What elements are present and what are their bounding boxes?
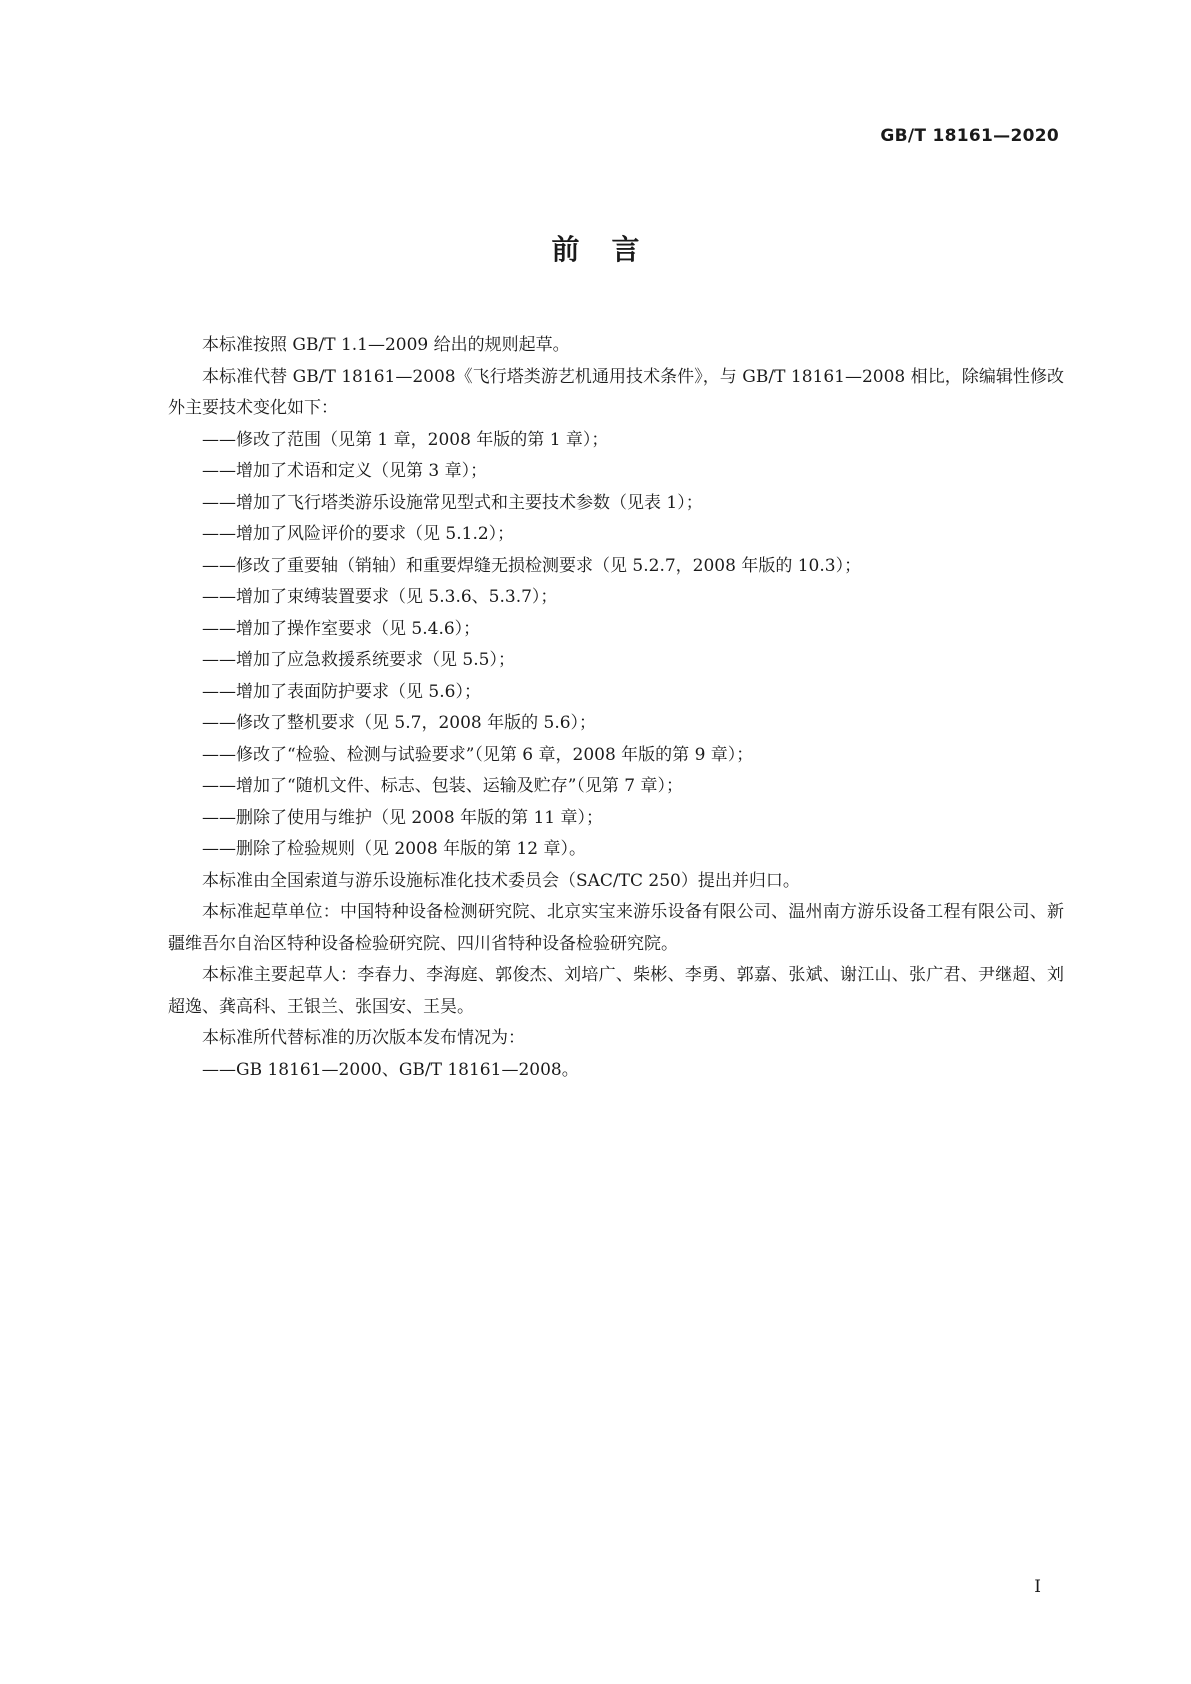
paragraph-drafting-rules: 本标准按照 GB/T 1.1—2009 给出的规则起草。: [202, 335, 570, 355]
change-item: ——增加了应急救援系统要求（见 5.5）；: [202, 650, 515, 670]
change-item: ——增加了飞行塔类游乐设施常见型式和主要技术参数（见表 1）；: [202, 492, 703, 513]
change-item: ——修改了范围（见第 1 章，2008 年版的第 1 章）；: [202, 429, 609, 450]
foreword-body: [168, 330, 1064, 1086]
change-item: ——增加了术语和定义（见第 3 章）；: [202, 461, 488, 481]
paragraph-drafters: 本标准主要起草人：李春力、李海庭、郭俊杰、刘培广、柴彬、李勇、郭嘉、张斌、谢江山、张广君、尹继超、刘超逸、龚高科、王银兰、张国安、王昊。: [168, 965, 1064, 1017]
change-item: ——删除了使用与维护（见 2008 年版的第 11 章）；: [202, 807, 604, 828]
paragraph-committee: 本标准由全国索道与游乐设施标准化技术委员会（SAC/TC 250）提出并归口。: [202, 870, 800, 891]
page-title: 前言: [551, 233, 672, 266]
change-item: ——修改了重要轴（销轴）和重要焊缝无损检测要求（见 5.2.7，2008 年版的 10.3）；: [202, 555, 862, 576]
paragraph-replacement: 本标准代替 GB/T 18161—2008《飞行塔类游艺机通用技术条件》，与 GB/T 18161—2008 相比，除编辑性修改外主要技术变化如下：: [168, 366, 1064, 418]
change-item: ——修改了整机要求（见 5.7，2008 年版的 5.6）；: [202, 713, 597, 733]
paragraph-drafting-units: 本标准起草单位：中国特种设备检测研究院、北京实宝来游乐设备有限公司、温州南方游乐设备工程有限公司、新疆维吾尔自治区特种设备检验研究院、四川省特种设备检验研究院。: [168, 902, 1064, 954]
change-item: ——增加了束缚装置要求（见 5.3.6、5.3.7）；: [202, 587, 558, 607]
change-item: ——增加了操作室要求（见 5.4.6）；: [202, 618, 481, 639]
history-item: ——GB 18161—2000、GB/T 18161—2008。: [202, 1059, 579, 1080]
change-item: ——删除了检验规则（见 2008 年版的第 12 章）。: [202, 839, 587, 859]
paragraph-history-intro: 本标准所代替标准的历次版本发布情况为：: [202, 1028, 525, 1048]
change-item: ——增加了“随机文件、标志、包装、运输及贮存”（见第 7 章）；: [202, 776, 684, 796]
standard-code: GB/T 18161—2020: [880, 126, 1059, 146]
change-item: ——增加了表面防护要求（见 5.6）；: [202, 681, 481, 702]
change-item: ——修改了“检验、检测与试验要求”（见第 6 章，2008 年版的第 9 章）；: [202, 744, 754, 765]
change-item: ——增加了风险评价的要求（见 5.1.2）；: [202, 524, 515, 544]
page-number: I: [1034, 1577, 1041, 1597]
